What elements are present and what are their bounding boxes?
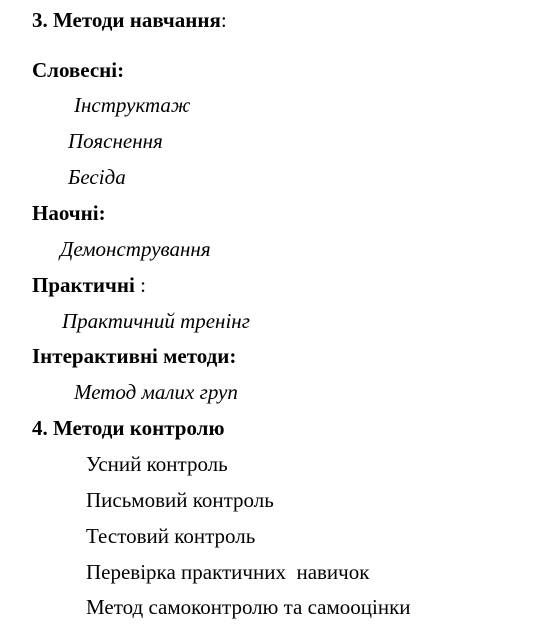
interactive-method-item: Метод малих груп (74, 380, 238, 404)
control-method-item: Тестовий контроль (86, 524, 256, 548)
section-3-title-colon: : (220, 8, 227, 32)
control-method-item: Усний контроль (86, 452, 228, 476)
control-method-item: Перевірка практичних навичок (86, 560, 370, 584)
visual-method-item: Демонстрування (60, 237, 211, 261)
practical-methods-heading (32, 273, 146, 297)
practical-methods-colon: : (134, 273, 146, 297)
section-4-heading: 4. Методи контролю (32, 416, 225, 440)
verbal-method-item: Бесіда (68, 165, 126, 189)
verbal-methods-heading: Словесні: (32, 58, 125, 82)
verbal-method-item: Інструктаж (74, 93, 191, 117)
control-method-item: Метод самоконтролю та самооцінки (86, 595, 411, 619)
interactive-methods-heading: Інтерактивні методи: (32, 344, 237, 368)
verbal-method-item: Пояснення (68, 129, 163, 153)
visual-methods-heading: Наочні: (32, 201, 106, 225)
practical-methods-title: Практичні (32, 273, 135, 297)
practical-method-item: Практичний тренінг (62, 309, 250, 333)
control-method-item: Письмовий контроль (86, 488, 274, 512)
section-3-title: 3. Методи навчання (32, 8, 221, 32)
section-3-heading (32, 8, 227, 32)
